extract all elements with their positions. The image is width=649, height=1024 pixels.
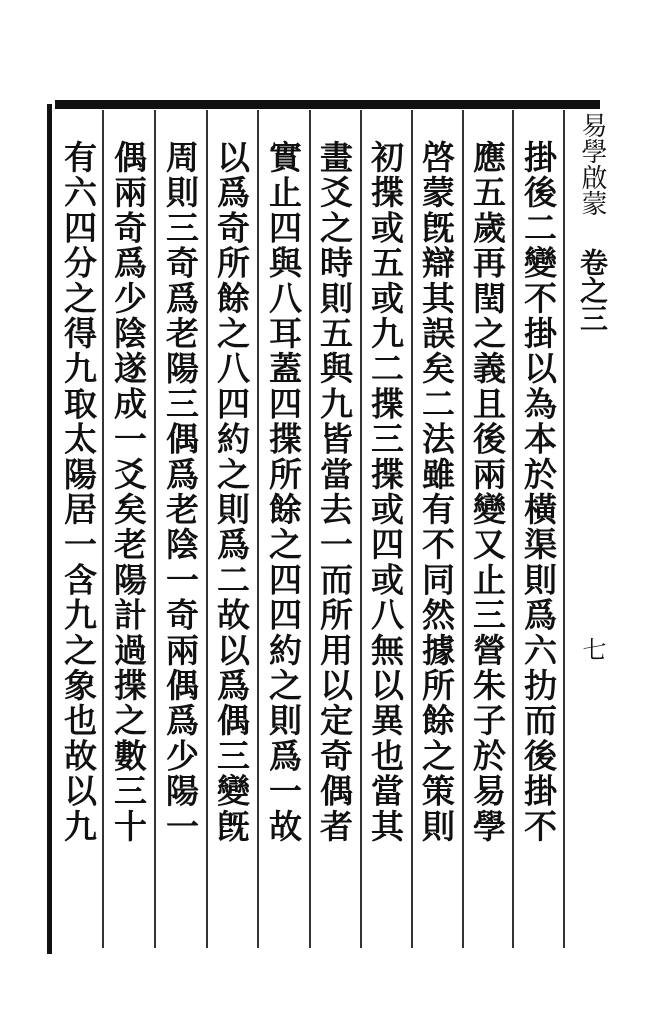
column-divider [257,110,259,948]
column-divider [154,110,156,948]
text-column-9: 偶兩奇爲少陰遂成一爻矣老陽計過揲之數三十 [109,140,148,844]
volume-label: 卷之三 [576,248,609,332]
column-divider [462,110,464,948]
text-column-2: 應五歲再閏之義且後兩變又止三營朱子於易學 [468,140,507,844]
text-column-5: 畫爻之時則五與九皆當去一而所用以定奇偶者 [315,140,354,844]
column-divider [360,110,362,948]
text-column-1: 掛後二變不掛以為本於橫渠則爲六扐而後掛不 [519,140,558,844]
text-column-3: 啓蒙旣辯其誤矣二法雖有不同然據所餘之策則 [417,140,456,844]
text-column-4: 初揲或五或九二揲三揲或四或八無以異也當其 [366,140,405,844]
margin-header [575,112,609,661]
left-border-rule [47,104,52,954]
text-column-7: 以爲奇所餘之八四約之則爲二故以爲偶三變旣 [212,140,251,844]
text-column-6: 實止四與八耳蓋四揲所餘之四四約之則爲一故 [264,140,303,844]
column-divider [309,110,311,948]
column-divider [206,110,208,948]
top-border-rule [55,100,600,109]
column-divider [411,110,413,948]
column-divider [512,110,514,948]
text-column-8: 周則三奇爲老陽三偶爲老陰一奇兩偶爲少陽一 [161,140,200,844]
column-divider [563,110,565,948]
leaf-number: 七 [578,637,606,661]
text-column-10: 有六四分之得九取太陽居一含九之象也故以九 [59,140,98,844]
book-title: 易學啟蒙 [577,112,607,216]
column-divider [102,110,104,948]
